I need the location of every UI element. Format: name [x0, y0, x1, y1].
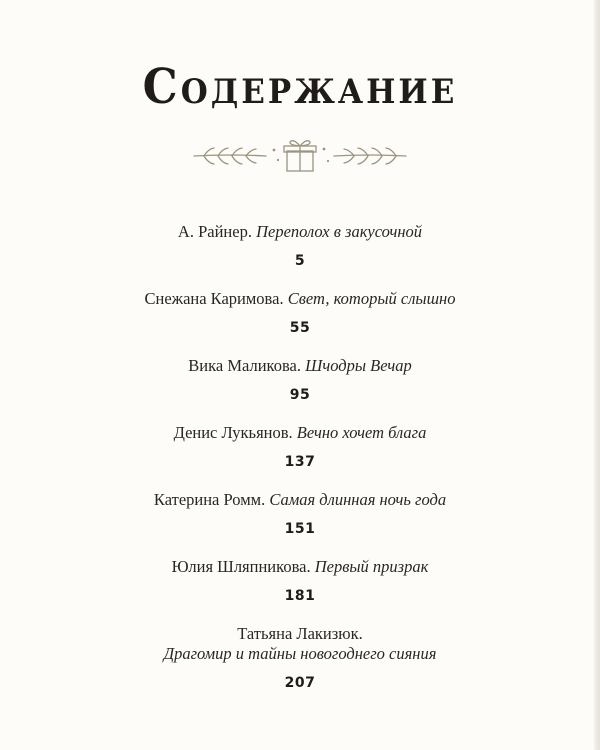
table-of-contents	[0, 222, 600, 710]
entry-line	[0, 289, 600, 309]
entry-author: Вика Маликова.	[188, 356, 301, 375]
entry-author: Юлия Шляпникова.	[171, 557, 311, 576]
entry-page-number: 181	[284, 588, 316, 604]
entry-line	[0, 423, 600, 443]
toc-entry[interactable]	[0, 423, 600, 490]
entry-page-number: 5	[294, 253, 306, 269]
entry-line	[0, 356, 600, 376]
entry-author: Снежана Каримова.	[144, 289, 284, 308]
toc-entry[interactable]	[0, 490, 600, 557]
toc-entry[interactable]	[0, 222, 600, 289]
toc-entry[interactable]	[0, 356, 600, 423]
entry-author: Татьяна Лакизюк.	[237, 624, 363, 643]
entry-page-number: 55	[289, 320, 311, 336]
page-title: Содержание	[142, 59, 458, 116]
entry-author: Денис Лукьянов.	[173, 423, 293, 442]
entry-page-number: 137	[284, 454, 316, 470]
entry-title: Самая длинная ночь года	[269, 490, 447, 509]
toc-entry[interactable]	[0, 557, 600, 624]
entry-title: Свет, который слышно	[287, 289, 456, 308]
gift-branches-icon	[190, 136, 410, 176]
entry-line	[0, 557, 600, 577]
entry-author: А. Райнер.	[177, 222, 252, 241]
entry-line	[0, 490, 600, 510]
entry-author: Катерина Ромм.	[153, 490, 266, 509]
entry-page-number: 207	[284, 675, 316, 691]
entry-line	[0, 222, 600, 242]
toc-entry[interactable]	[0, 289, 600, 356]
entry-line	[0, 624, 600, 644]
entry-title: Шчодры Вечар	[305, 356, 412, 375]
entry-page-number: 151	[284, 521, 316, 537]
entry-title: Драгомир и тайны новогоднего сияния	[163, 644, 437, 663]
entry-title: Переполох в закусочной	[256, 222, 423, 241]
entry-page-number: 95	[289, 387, 311, 403]
entry-title: Вечно хочет блага	[296, 423, 427, 442]
toc-entry[interactable]	[0, 624, 600, 710]
entry-title: Первый призрак	[314, 557, 429, 576]
entry-line	[0, 644, 600, 664]
